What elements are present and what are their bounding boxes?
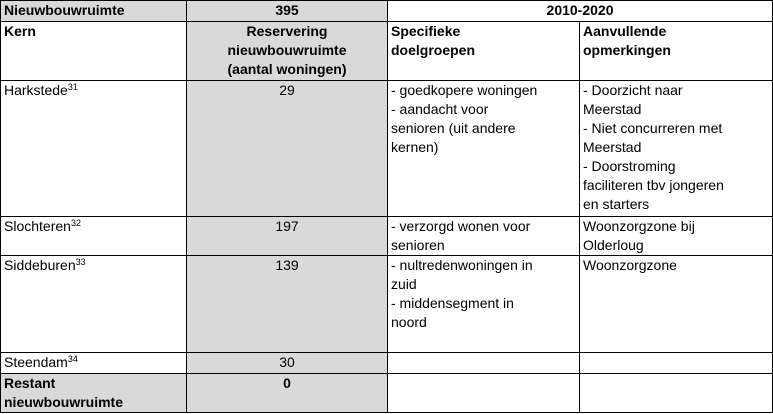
column-doelgroepen [388, 22, 580, 81]
doelgroepen-cell [388, 81, 580, 217]
opmerkingen-line: - Doorzicht naar [583, 82, 683, 98]
kern-name: Slochteren [4, 218, 71, 234]
reservering-cell: 139 [187, 256, 388, 353]
footer-label [1, 374, 187, 413]
opmerkingen-cell [580, 217, 773, 256]
column-reservering [187, 22, 388, 81]
column-reservering-line: nieuwbouwruimte [227, 42, 347, 58]
doelgroepen-line: senioren [391, 237, 445, 253]
doelgroepen-line: - aandacht voor [391, 101, 489, 117]
column-opmerkingen-line: Aanvullende [583, 23, 667, 39]
doelgroepen-line: - nultredenwoningen in [391, 257, 533, 273]
header-total: 395 [187, 1, 388, 22]
opmerkingen-line: faciliteren tbv jongeren [583, 177, 724, 193]
opmerkingen-cell [580, 353, 773, 374]
doelgroepen-cell [388, 353, 580, 374]
kern-cell [1, 353, 187, 374]
column-kern: Kern [1, 22, 187, 81]
doelgroepen-line: zuid [391, 276, 417, 292]
footer-label-line: nieuwbouwruimte [4, 394, 123, 410]
table-row [1, 81, 773, 217]
table-row [1, 256, 773, 353]
column-reservering-line: Reservering [246, 23, 328, 39]
reservering-cell: 30 [187, 353, 388, 374]
reservering-cell: 29 [187, 81, 388, 217]
footnote-marker: 31 [67, 82, 78, 92]
column-opmerkingen-line: opmerkingen [583, 42, 671, 58]
footer-row [1, 374, 773, 413]
doelgroepen-line: senioren (uit andere [391, 120, 516, 136]
column-opmerkingen [580, 22, 773, 81]
header-period: 2010-2020 [388, 1, 773, 22]
opmerkingen-line: - Niet concurreren met [583, 120, 723, 136]
table-row [1, 217, 773, 256]
doelgroepen-line: - verzorgd wonen voor [391, 218, 531, 234]
opmerkingen-line: Olderloug [583, 237, 644, 253]
column-doelgroepen-line: doelgroepen [391, 42, 476, 58]
kern-name: Siddeburen [4, 257, 76, 273]
doelgroepen-line: - goedkopere woningen [391, 82, 538, 98]
footnote-marker: 33 [75, 257, 86, 267]
footnote-marker: 32 [70, 218, 81, 228]
header-row [1, 1, 773, 22]
footer-empty-cell [388, 374, 580, 413]
reservering-cell: 197 [187, 217, 388, 256]
opmerkingen-cell [580, 81, 773, 217]
kern-cell [1, 81, 187, 217]
opmerkingen-line: - Doorstroming [583, 158, 676, 174]
opmerkingen-line: en starters [583, 196, 650, 212]
kern-name: Steendam [4, 354, 68, 370]
table-row [1, 353, 773, 374]
opmerkingen-line: Woonzorgzone bij [583, 218, 695, 234]
doelgroepen-cell [388, 217, 580, 256]
opmerkingen-line: Meerstad [583, 101, 642, 117]
kern-cell [1, 256, 187, 353]
header-label: Nieuwbouwruimte [1, 1, 187, 22]
column-doelgroepen-line: Specifieke [391, 23, 461, 39]
footer-empty-cell [580, 374, 773, 413]
opmerkingen-line: Woonzorgzone [583, 257, 677, 273]
opmerkingen-line: Meerstad [583, 139, 642, 155]
doelgroepen-line: - middensegment in [391, 295, 514, 311]
doelgroepen-line: noord [391, 314, 427, 330]
footer-value: 0 [187, 374, 388, 413]
doelgroepen-cell [388, 256, 580, 353]
opmerkingen-cell [580, 256, 773, 353]
doelgroepen-line: kernen) [391, 139, 439, 155]
kern-name: Harkstede [4, 82, 68, 98]
footnote-marker: 34 [67, 354, 78, 364]
column-header-row [1, 22, 773, 81]
footer-label-line: Restant [4, 375, 56, 391]
column-reservering-line: (aantal woningen) [227, 61, 347, 77]
kern-cell [1, 217, 187, 256]
